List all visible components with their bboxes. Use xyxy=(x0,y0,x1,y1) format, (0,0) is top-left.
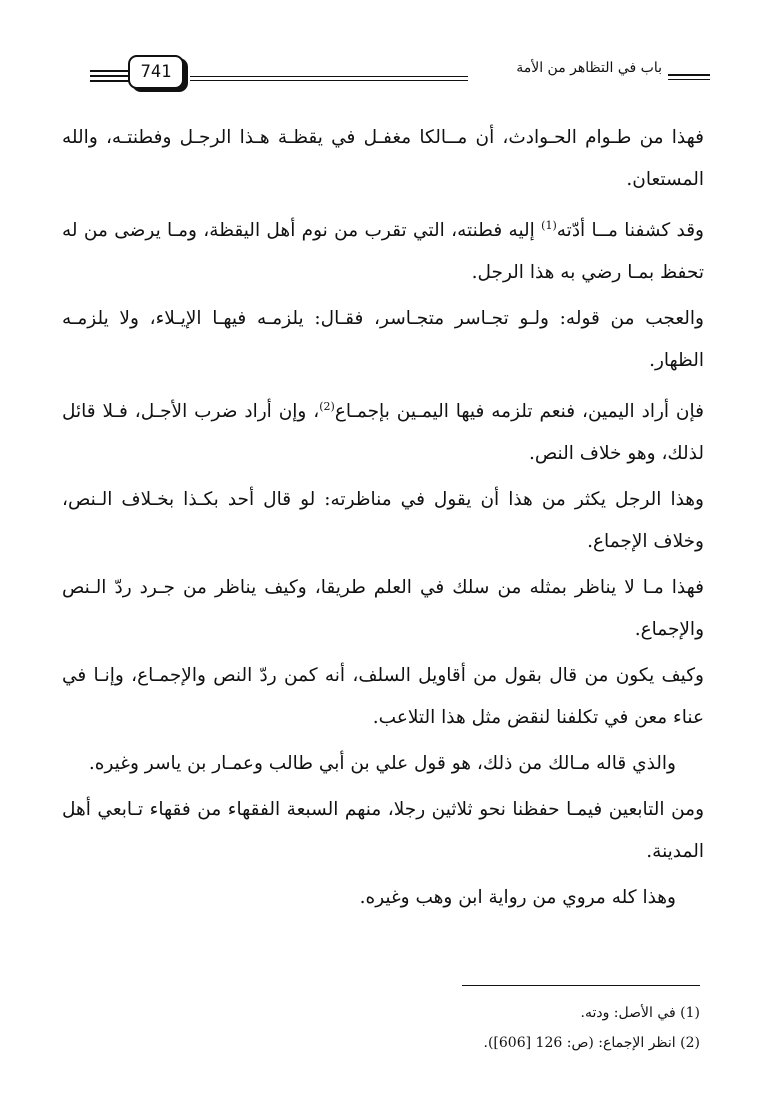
page-number: 741 xyxy=(128,55,184,89)
footnotes xyxy=(240,998,700,1058)
paragraph: فهذا مـا لا يناظر بمثله من سلك في العلم طريقا، وكيف يناظر من جـرد ردّ الـنص والإجماع. xyxy=(62,577,704,641)
paragraph: وهذا كله مروي من رواية ابن وهب وغيره. xyxy=(359,887,676,909)
paragraph: فإن أراد اليمين، فنعم تلزمه فيها اليمـين بإجمـاع$^{(2)}$، وإن أراد ضرب الأجـل، فـلا قائل لذلك، وهو خلاف النص. xyxy=(62,400,704,465)
paragraph: وهذا الرجل يكثر من هذا أن يقول في مناظرته: لو قال أحد بكـذا بخـلاف الـنص، وخلاف الإجماع. xyxy=(62,489,704,553)
footnote-marker: (1) xyxy=(541,219,557,232)
chapter-title: باب في التظاهر من الأمة xyxy=(516,60,662,76)
paragraph: وقد كشفنا مــا أدّته$^{(1)}$ إليه فطنته، التي تقرب من نوم أهل اليقظة، ومـا يرضى من له تحفظ بمـا رضي به هذا الرجل. xyxy=(62,219,704,284)
header-rule-middle xyxy=(190,76,468,77)
paragraph: ومن التابعين فيمـا حفظنا نحو ثلاثين رجلا، منهم السبعة الفقهاء من فقهاء تـابعي أهل المدينة. xyxy=(62,799,704,863)
paragraph: فهذا من طـوام الحـوادث، أن مــالكا مغفـل في يقظـة هـذا الرجـل وفطنتـه، والله المستعان. xyxy=(62,127,704,190)
footnote: (2) انظر الإجماع: (ص: 126 [606]). xyxy=(483,1035,700,1051)
footnote-separator xyxy=(462,985,700,986)
paragraph: وكيف يكون من قال بقول من أقاويل السلف، أنه كمن ردّ النص والإجمـاع، وإنـا في عناء معن في تكلفنا لنقض مثل هذا التلاعب. xyxy=(62,665,704,729)
paragraph: والذي قاله مـالك من ذلك، هو قول علي بن أبي طالب وعمـار بن ياسر وغيره. xyxy=(88,753,676,775)
header-rule-right xyxy=(668,74,710,76)
paragraph: والعجب من قوله: ولـو تجـاسر متجـاسر، فقـال: يلزمـه فيهـا الإيـلاء، ولا يلزمـه الظهار. xyxy=(62,308,704,372)
header-rule-left xyxy=(90,70,130,72)
page-header xyxy=(0,0,760,110)
page-body xyxy=(62,117,704,923)
footnote-marker: (2) xyxy=(319,400,335,414)
footnote: (1) في الأصل: ودته. xyxy=(580,1005,700,1021)
